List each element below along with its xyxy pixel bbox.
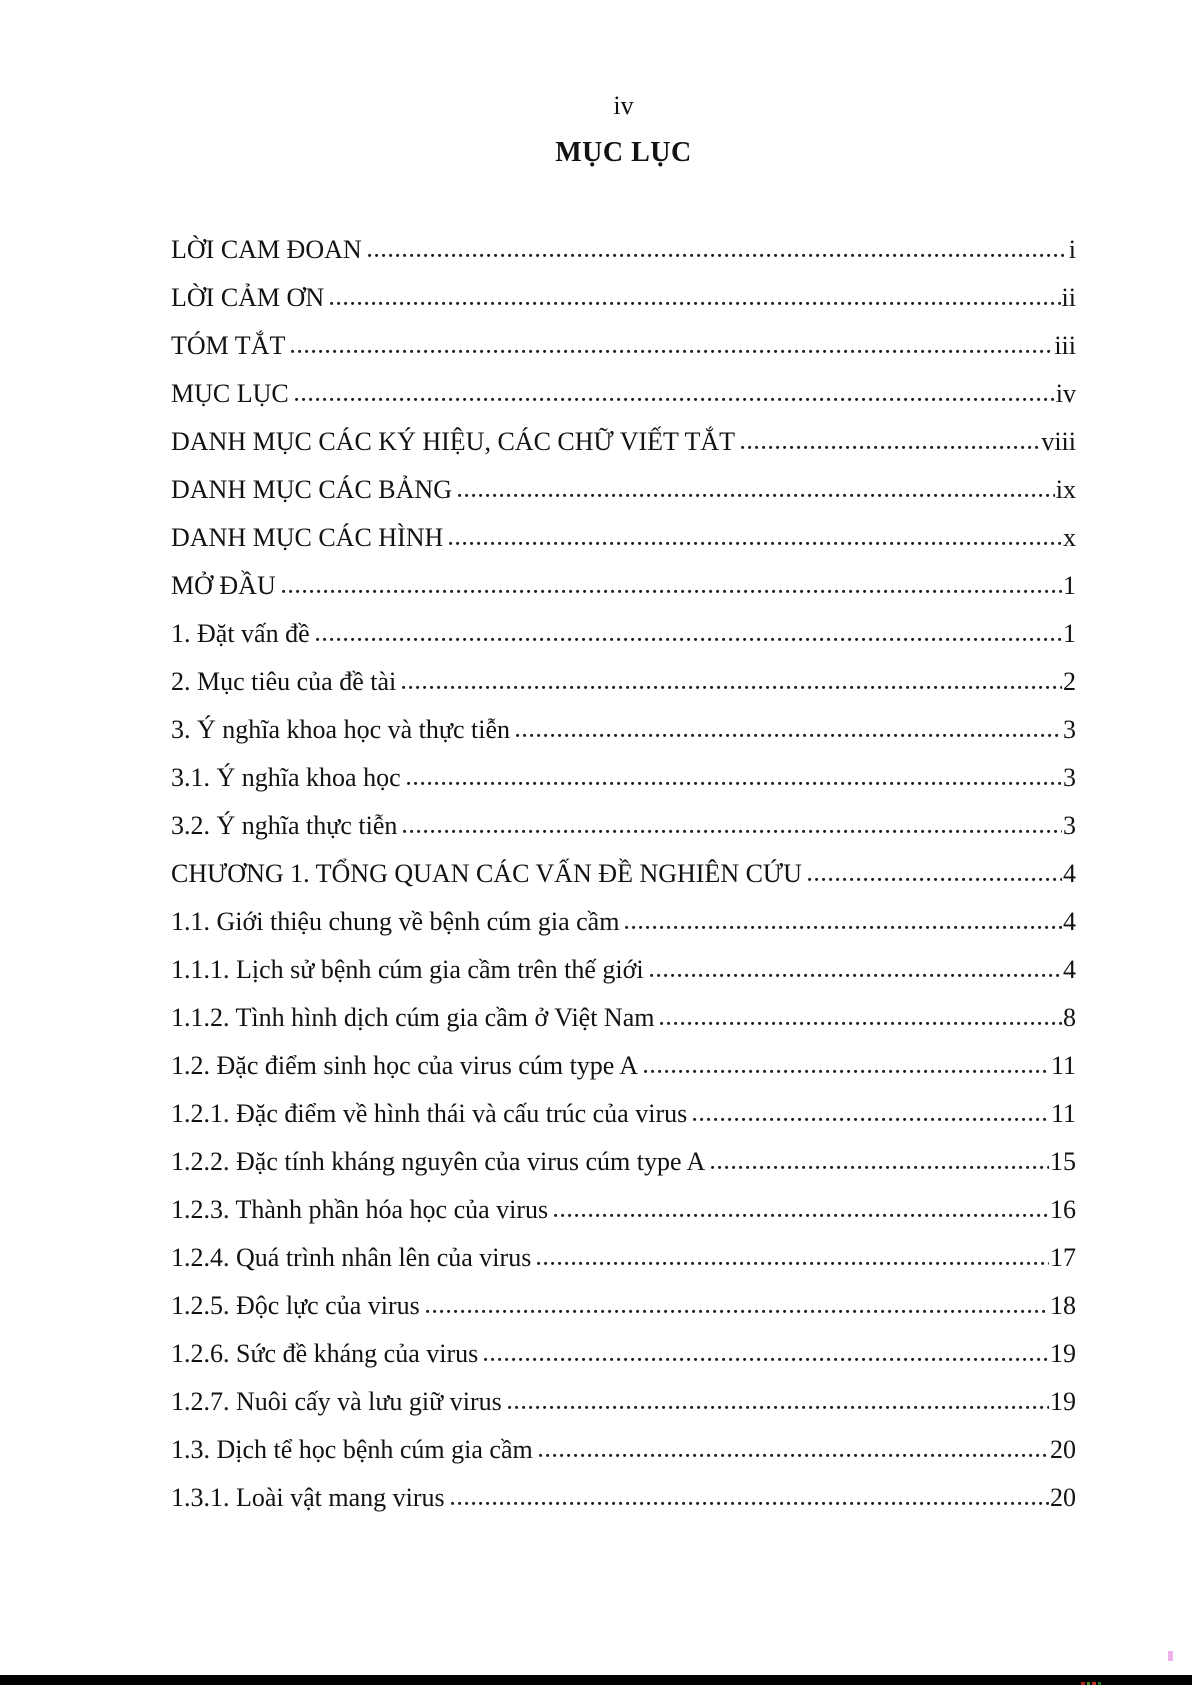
toc-entry-page: 1 xyxy=(1063,619,1076,648)
toc-entry xyxy=(171,1186,1076,1234)
toc-entry-page: ix xyxy=(1055,475,1076,504)
dot-leader xyxy=(407,781,1062,786)
dot-leader xyxy=(539,1453,1049,1458)
toc-entry xyxy=(171,994,1076,1042)
toc-entry-label: 1.3. Dịch tể học bệnh cúm gia cầm xyxy=(171,1435,533,1464)
dot-leader xyxy=(660,1021,1062,1026)
dot-leader xyxy=(368,253,1068,258)
toc-entry xyxy=(171,1282,1076,1330)
dot-leader xyxy=(449,541,1062,546)
toc-entry-label: LỜI CAM ĐOAN xyxy=(171,235,362,264)
toc-entry xyxy=(171,1474,1076,1522)
toc-entry-page: ii xyxy=(1061,283,1076,312)
toc-entry-page: 16 xyxy=(1050,1195,1076,1224)
toc-entry-page: i xyxy=(1068,235,1076,264)
toc-entry xyxy=(171,802,1076,850)
page-number: iv xyxy=(613,91,634,120)
toc-entry-label: DANH MỤC CÁC BẢNG xyxy=(171,475,452,504)
scan-artifact-bar xyxy=(0,1675,1192,1685)
toc-entry xyxy=(171,466,1076,514)
table-of-contents xyxy=(171,226,1076,1522)
toc-entry-page: 4 xyxy=(1063,907,1076,936)
dot-leader xyxy=(458,493,1055,498)
toc-entry xyxy=(171,898,1076,946)
dot-leader xyxy=(295,397,1055,402)
toc-entry xyxy=(171,562,1076,610)
toc-entry-page: 15 xyxy=(1050,1147,1076,1176)
toc-entry-label: LỜI CẢM ƠN xyxy=(171,283,325,312)
dot-leader xyxy=(650,973,1062,978)
toc-entry-page: 19 xyxy=(1050,1387,1076,1416)
toc-entry-page: 17 xyxy=(1050,1243,1076,1272)
toc-entry-label: 1.1. Giới thiệu chung về bệnh cúm gia cầm xyxy=(171,907,620,936)
dot-leader xyxy=(537,1261,1049,1266)
toc-entry-label: 1.2.6. Sức đề kháng của virus xyxy=(171,1339,479,1368)
page-title: MỤC LỤC xyxy=(555,137,692,168)
toc-entry-label: 1.1.2. Tình hình dịch cúm gia cầm ở Việt Nam xyxy=(171,1003,655,1032)
toc-entry-page: x xyxy=(1063,523,1076,552)
toc-entry-label: TÓM TẮT xyxy=(171,331,286,360)
toc-entry xyxy=(171,658,1076,706)
toc-entry-label: 1.3.1. Loài vật mang virus xyxy=(171,1483,445,1512)
toc-entry-label: 1.2.3. Thành phần hóa học của virus xyxy=(171,1195,549,1224)
toc-entry-page: 4 xyxy=(1063,955,1076,984)
toc-entry-page: 3 xyxy=(1063,763,1076,792)
dot-leader xyxy=(451,1501,1049,1506)
toc-entry-page: 4 xyxy=(1063,859,1076,888)
dot-leader xyxy=(282,589,1062,594)
toc-entry-label: 3.2. Ý nghĩa thực tiễn xyxy=(171,811,398,840)
dot-leader xyxy=(402,685,1062,690)
toc-entry-page: 2 xyxy=(1063,667,1076,696)
toc-entry-page: 20 xyxy=(1050,1435,1076,1464)
toc-entry xyxy=(171,1378,1076,1426)
toc-entry-page: 8 xyxy=(1063,1003,1076,1032)
toc-entry-page: 11 xyxy=(1050,1099,1076,1128)
toc-entry-page: 20 xyxy=(1050,1483,1076,1512)
toc-entry-label: 3.1. Ý nghĩa khoa học xyxy=(171,763,401,792)
toc-entry-page: 11 xyxy=(1050,1051,1076,1080)
dot-leader xyxy=(403,829,1062,834)
toc-entry-label: MỞ ĐẦU xyxy=(171,571,276,600)
toc-entry-page: 3 xyxy=(1063,811,1076,840)
toc-entry-label: 2. Mục tiêu của đề tài xyxy=(171,667,397,696)
toc-entry xyxy=(171,418,1076,466)
toc-entry xyxy=(171,1042,1076,1090)
dot-leader xyxy=(554,1213,1049,1218)
dot-leader xyxy=(808,877,1062,882)
scan-speck xyxy=(1168,1651,1173,1661)
toc-entry xyxy=(171,226,1076,274)
dot-leader xyxy=(426,1309,1049,1314)
toc-entry-page: iii xyxy=(1054,331,1076,360)
toc-entry-label: 1.2. Đặc điểm sinh học của virus cúm type A xyxy=(171,1051,639,1080)
toc-entry-page: 3 xyxy=(1063,715,1076,744)
toc-entry xyxy=(171,370,1076,418)
toc-entry xyxy=(171,946,1076,994)
toc-entry-label: 1.2.2. Đặc tính kháng nguyên của virus cúm type A xyxy=(171,1147,706,1176)
toc-entry xyxy=(171,1138,1076,1186)
toc-entry-page: iv xyxy=(1055,379,1076,408)
dot-leader xyxy=(484,1357,1049,1362)
toc-entry-label: DANH MỤC CÁC KÝ HIỆU, CÁC CHỮ VIẾT TẮT xyxy=(171,427,736,456)
toc-entry-page: 18 xyxy=(1050,1291,1076,1320)
dot-leader xyxy=(316,637,1062,642)
toc-entry xyxy=(171,1330,1076,1378)
toc-entry xyxy=(171,850,1076,898)
toc-entry xyxy=(171,754,1076,802)
toc-entry-page: 1 xyxy=(1063,571,1076,600)
toc-entry xyxy=(171,610,1076,658)
dot-leader xyxy=(741,445,1040,450)
toc-entry-label: MỤC LỤC xyxy=(171,379,289,408)
toc-entry-label: 1.2.5. Độc lực của virus xyxy=(171,1291,420,1320)
toc-entry xyxy=(171,322,1076,370)
dot-leader xyxy=(330,301,1060,306)
dot-leader xyxy=(291,349,1053,354)
toc-entry-label: 3. Ý nghĩa khoa học và thực tiễn xyxy=(171,715,511,744)
toc-entry xyxy=(171,1234,1076,1282)
toc-entry-label: 1.2.4. Quá trình nhân lên của virus xyxy=(171,1243,532,1272)
toc-entry-label: 1.2.7. Nuôi cấy và lưu giữ virus xyxy=(171,1387,502,1416)
dot-leader xyxy=(693,1117,1050,1122)
toc-entry xyxy=(171,1090,1076,1138)
toc-entry xyxy=(171,274,1076,322)
toc-entry-label: DANH MỤC CÁC HÌNH xyxy=(171,523,444,552)
toc-entry-label: 1.2.1. Đặc điểm về hình thái và cấu trúc của virus xyxy=(171,1099,688,1128)
toc-entry xyxy=(171,1426,1076,1474)
dot-leader xyxy=(508,1405,1049,1410)
dot-leader xyxy=(711,1165,1049,1170)
dot-leader xyxy=(644,1069,1050,1074)
toc-entry-label: 1. Đặt vấn đề xyxy=(171,619,310,648)
toc-entry-label: CHƯƠNG 1. TỔNG QUAN CÁC VẤN ĐỀ NGHIÊN CỨU xyxy=(171,859,802,888)
toc-entry-label: 1.1.1. Lịch sử bệnh cúm gia cầm trên thế giới xyxy=(171,955,644,984)
dot-leader xyxy=(625,925,1062,930)
toc-entry-page: 19 xyxy=(1050,1339,1076,1368)
toc-entry xyxy=(171,514,1076,562)
toc-entry-page: viii xyxy=(1041,427,1076,456)
dot-leader xyxy=(516,733,1062,738)
toc-entry xyxy=(171,706,1076,754)
